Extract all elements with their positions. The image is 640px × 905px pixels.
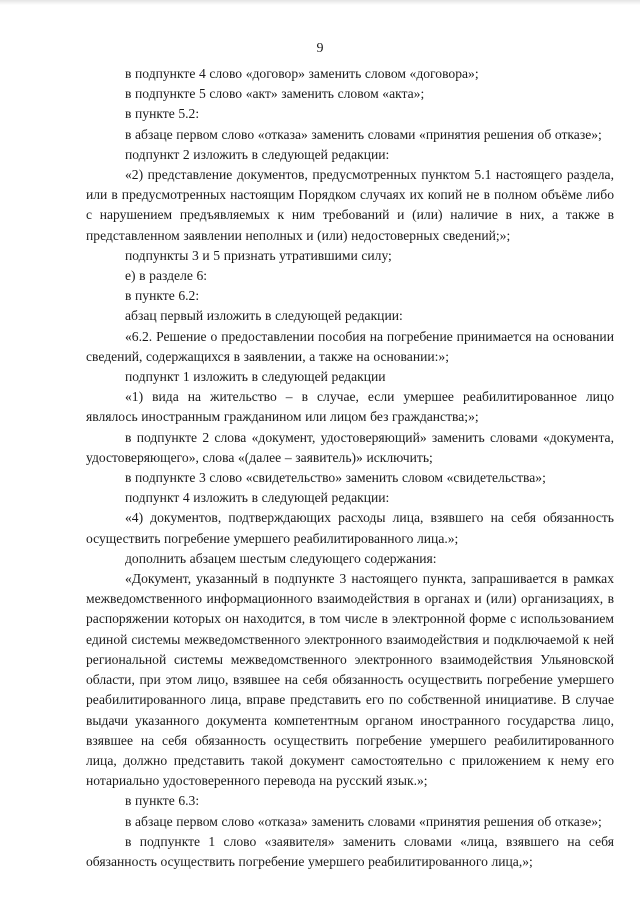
- paragraph-1: в подпункте 4 слово «договор» заменить словом «договора»;: [125, 66, 479, 81]
- paragraph-5: подпункт 2 изложить в следующей редакции:: [125, 146, 390, 162]
- paragraph-14: в подпункте 2 слова «документ, удостоверяющий» заменить словами «документа, удостоверяющего», слова «(далее – заявитель)» исключить;: [86, 429, 614, 465]
- paragraph-11: «6.2. Решение о предоставлении пособия на погребение принимается на основании сведений, содержащихся в заявлении, а также на основании:»;: [86, 328, 614, 364]
- paragraph-22: в подпункте 1 слово «заявителя» заменить словами «лица, взявшего на себя обязанность осуществить погребение умершего реабилитированного лица,»;: [86, 833, 614, 869]
- paragraph-6: «2) представление документов, предусмотренных пунктом 5.1 настоящего раздела, или в предусмотренных настоящим Порядком случаях их копий не в полном объёме либо с нарушением предъявляемых к ним требований и (или) наличие в них, а также в представленном заявлении неполных и (или) недостоверных сведений;»;: [86, 167, 614, 243]
- page-number: 9: [316, 41, 324, 56]
- paragraph-3: в пункте 5.2:: [125, 106, 200, 122]
- paragraph-4: в абзаце первом слово «отказа» заменить словами «принятия решения об отказе»;: [125, 126, 602, 142]
- paragraph-12: подпункт 1 изложить в следующей редакции: [125, 369, 386, 385]
- paragraph-17: «4) документов, подтверждающих расходы лица, взявшего на себя обязанность осуществить погребение умершего реабилитированного лица.»;: [86, 510, 614, 546]
- paragraph-21: в абзаце первом слово «отказа» заменить словами «принятия решения об отказе»;: [125, 813, 602, 829]
- paragraph-10: абзац первый изложить в следующей редакции:: [125, 308, 403, 324]
- paragraph-8: е) в разделе 6:: [125, 268, 208, 284]
- paragraph-18: дополнить абзацем шестым следующего содержания:: [125, 550, 437, 566]
- paragraph-19: «Документ, указанный в подпункте 3 настоящего пункта, запрашивается в рамках межведомственного информационного взаимодействия в органах и (или) организациях, в распоряжении которых он находится, в том числе в электронной форме с использованием единой системы межведомственного электронного взаимодействия и подключаемой к ней региональной системы межведомственного электронного взаимодействия Ульяновской области, при этом лицо, взявшее на себя обязанность осуществить погребение умершего реабилитированного лица, вправе представить его по собственной инициативе. В случае выдачи указанного документа компетентным органом иностранного государства лицо, взявшее на себя обязанность осуществить погребение умершего реабилитированного лица, должно представить такой документ самостоятельно с приложением к нему его нотариально удостоверенного перевода на русский язык.»;: [86, 571, 614, 789]
- paragraph-7: подпункты 3 и 5 признать утратившими силу;: [125, 247, 392, 263]
- scan-edge: [0, 0, 640, 5]
- paragraph-16: подпункт 4 изложить в следующей редакции:: [125, 490, 390, 506]
- paragraph-15: в подпункте 3 слово «свидетельство» заменить словом «свидетельства»;: [125, 470, 546, 486]
- document-body: [86, 64, 614, 872]
- paragraph-20: в пункте 6.3:: [125, 793, 200, 809]
- paragraph-2: в подпункте 5 слово «акт» заменить словом «акта»;: [125, 86, 425, 102]
- paragraph-9: в пункте 6.2:: [125, 288, 200, 304]
- paragraph-13: «1) вида на жительство – в случае, если умершее реабилитированное лицо являлось иностранным гражданином или лицом без гражданства;»;: [86, 389, 614, 425]
